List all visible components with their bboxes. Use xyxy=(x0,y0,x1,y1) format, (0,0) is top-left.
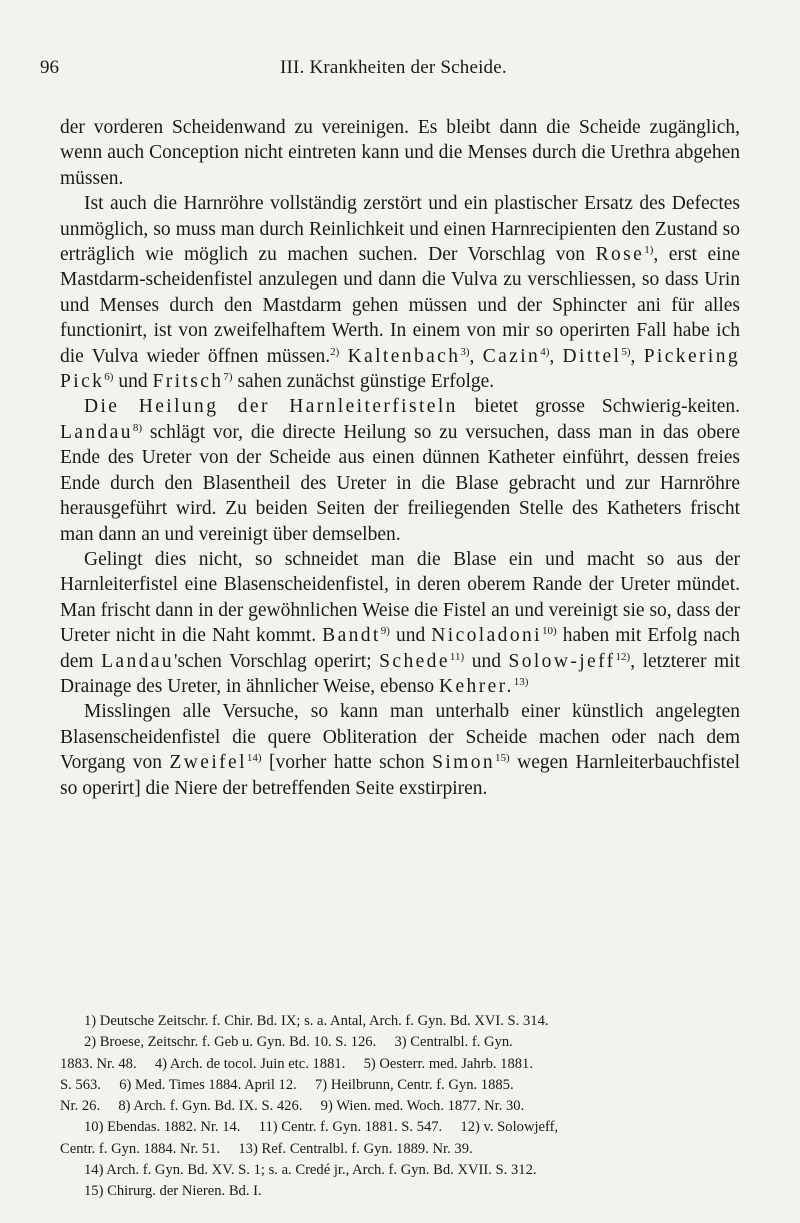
paragraph-2: Ist auch die Harnröhre vollständig zerstört und ein plastischer Ersatz des Defectes unmöglich, so muss man durch Reinlichkeit und einen Harnrecipienten den Zustand so erträglich wie möglich zu machen suchen. Der Vorschlag von Rose$^{1)}$, erst eine Mastdarm-scheidenfistel anzulegen und dann die Vulva zu verschliessen, so dass Urin und Menses durch den Mastdarm gehen müssen und der Sphincter ani für alles functionirt, ist von zweifelhaftem Werth. In einem von mir so operirten Fall habe ich die Vulva wieder öffnen müssen.$^{2)}$ Kaltenbach$^{3)}$, Cazin$^{4)}$, Dittel$^{5)}$, Pickering Pick$^{6)}$ und Fritsch$^{7)}$ sahen zunächst günstige Erfolge. xyxy=(60,193,741,393)
author-name: Rose xyxy=(595,244,645,266)
footnote-ref: 7) xyxy=(223,371,233,384)
text-run: und xyxy=(471,650,501,672)
footnote-ref: 5) xyxy=(621,345,631,358)
ref-number: 11 xyxy=(449,650,461,663)
ref-number: 3 xyxy=(460,345,466,358)
ref-number: 9 xyxy=(380,625,387,638)
footnote-line: 2) Broese, Zeitschr. f. Geb u. Gyn. Bd. 10. S. 126. 3) Centralbl. f. Gyn. xyxy=(84,1034,513,1051)
author-name: Pickering xyxy=(643,345,741,367)
footnote-ref: 3) xyxy=(460,345,470,358)
footnote-line: Nr. 26. 8) Arch. f. Gyn. Bd. IX. S. 426. 9) Wien. med. Woch. 1877. Nr. 30. xyxy=(60,1098,525,1115)
author-name: Bandt xyxy=(322,625,381,647)
text-run: , letzterer mit Drainage des Ureter, in ähnlicher Weise, ebenso xyxy=(60,650,740,697)
text-run: und xyxy=(118,371,148,393)
footnote-ref: 15) xyxy=(495,752,510,765)
section-heading: Die Heilung der Harnleiterfisteln xyxy=(84,396,458,418)
footnote-line: 14) Arch. f. Gyn. Bd. XV. S. 1; s. a. Credé jr., Arch. f. Gyn. Bd. XVII. S. 312. xyxy=(84,1162,537,1179)
footnote-line: Centr. f. Gyn. 1884. Nr. 51. 13) Ref. Centralbl. f. Gyn. 1889. Nr. 39. xyxy=(60,1140,473,1157)
ref-number: 2 xyxy=(330,345,336,358)
author-name: Kehrer. xyxy=(439,675,514,697)
ref-number: 7 xyxy=(223,371,229,384)
ref-number: 6 xyxy=(104,371,110,384)
text-run: [vorher hatte schon xyxy=(269,752,425,774)
author-name: Landau xyxy=(60,421,133,443)
ref-number: 12 xyxy=(615,650,627,663)
author-name: Landau xyxy=(101,650,174,672)
footnote-line: 10) Ebendas. 1882. Nr. 14. 11) Centr. f. Gyn. 1881. S. 547. 12) v. Solowjeff, xyxy=(84,1119,559,1136)
paragraph-4 xyxy=(60,547,740,699)
author-name: Dittel xyxy=(562,345,622,367)
author-name: Zweifel xyxy=(169,752,247,774)
main-text xyxy=(60,115,740,801)
footnote-ref: 6) xyxy=(104,371,114,384)
footnote-ref: 4) xyxy=(540,345,550,358)
text-run: haben mit Erfolg nach dem xyxy=(60,625,741,672)
paragraph-5 xyxy=(60,699,740,801)
author-name: Nicoladoni xyxy=(431,625,542,647)
text-run: schlägt vor, die directe Heilung so zu versuchen, dass man in das obere Ende des Ureter von der Scheide aus einen dünnen Katheter einführt, dessen freies Ende durch den Blasentheil des Ureter in die Blase gebracht und zur Harnröhre herausgeführt wird. Zu beiden Seiten der freiliegenden Stelle des Katheters frischt man dann an und vereinigt über demselben. xyxy=(60,421,740,545)
running-title: III. Krankheiten der Scheide. xyxy=(280,57,507,78)
footnote-ref: 1) xyxy=(644,244,654,257)
text-run: Gelingt dies nicht, so schneidet man die Blase ein und macht so aus der Harnleiterfistel eine Blasenscheidenfistel, in deren oberem Rande der Ureter mündet. Man frischt dann in der gewöhnlichen Weise die Fistel an und vereinigt sie so, dass der Ureter nicht in die Naht kommt. xyxy=(60,548,740,647)
footnote-ref: 11) xyxy=(449,650,465,663)
footnote-ref: 12) xyxy=(615,650,631,663)
text-run: , erst eine Mastdarm-scheidenfistel anzulegen und dann die Vulva zu verschliessen, so dass Urin und Menses durch den Mastdarm gehen müssen und der Sphincter ani für alles functionirt, ist von zweifelhaftem Werth. In einem von mir so operirten Fall habe ich die Vulva wieder öffnen müssen. xyxy=(60,244,740,367)
footnote-ref: 10) xyxy=(541,625,557,638)
paragraph-1-text: der vorderen Scheidenwand zu vereinigen. Es bleibt dann die Scheide zugänglich, wenn auch Conception nicht eintreten kann und die Menses durch die Urethra abgehen müssen. xyxy=(60,117,740,189)
footnote-line: S. 563. 6) Med. Times 1884. April 12. 7) Heilbrunn, Centr. f. Gyn. 1885. xyxy=(60,1076,514,1093)
text-run: Ist auch die Harnröhre vollständig zerstört und ein plastischer Ersatz des Defectes unmöglich, so muss man durch Reinlichkeit und einen Harnrecipienten den Zustand so erträglich wie möglich zu machen suchen. Der Vorschlag von xyxy=(60,193,740,266)
ref-number: 8 xyxy=(132,421,139,434)
text-run: bietet grosse Schwierig-keiten. xyxy=(474,396,740,418)
ref-number: 13 xyxy=(513,675,525,688)
author-name: Solow-jeff xyxy=(508,650,616,672)
ref-number: 10 xyxy=(541,625,553,638)
ref-number: 5 xyxy=(621,345,627,358)
footnote-ref: 14) xyxy=(246,752,262,765)
page-number: 96 xyxy=(40,57,59,78)
text-run: sahen zunächst günstige Erfolge. xyxy=(237,371,495,393)
footnote-line: 1883. Nr. 48. 4) Arch. de tocol. Juin etc. 1881. 5) Oesterr. med. Jahrb. 1881. xyxy=(60,1055,533,1072)
ref-number: 1 xyxy=(644,244,650,257)
paragraph-1 xyxy=(60,115,740,191)
footnote-ref: 8) xyxy=(132,421,143,434)
author-name: Schede xyxy=(379,650,450,672)
text-run: wegen Harnleiterbauchfistel so operirt] die Niere der betreffenden Seite exstirpiren. xyxy=(60,752,741,799)
author-name: Fritsch xyxy=(152,371,224,393)
text-run: und xyxy=(395,625,426,647)
author-name: Kaltenbach xyxy=(347,345,461,367)
ref-number: 15 xyxy=(495,752,507,765)
author-name: Cazin xyxy=(482,345,541,367)
footnote-line: 1) Deutsche Zeitschr. f. Chir. Bd. IX; s. a. Antal, Arch. f. Gyn. Bd. XVI. S. 314. xyxy=(84,1013,549,1029)
ref-number: 14 xyxy=(246,752,258,765)
footnote-line: 15) Chirurg. der Nieren. Bd. I. xyxy=(84,1183,262,1200)
paragraph-3 xyxy=(60,394,740,546)
ref-number: 4 xyxy=(540,345,546,358)
footnote-ref: 9) xyxy=(380,625,390,638)
author-name: Pick xyxy=(60,371,105,393)
text-run: Misslingen alle Versuche, so kann man unterhalb einer künstlich angelegten Blasenscheidenfistel die quere Obliteration der Scheide machen oder nach dem Vorgang von xyxy=(60,701,740,774)
footnotes xyxy=(60,1011,740,1203)
text-run: 'schen Vorschlag operirt; xyxy=(173,650,372,672)
footnote-ref: 2) xyxy=(330,345,340,358)
author-name: Simon xyxy=(432,752,496,774)
footnote-ref: 13) xyxy=(513,675,529,688)
